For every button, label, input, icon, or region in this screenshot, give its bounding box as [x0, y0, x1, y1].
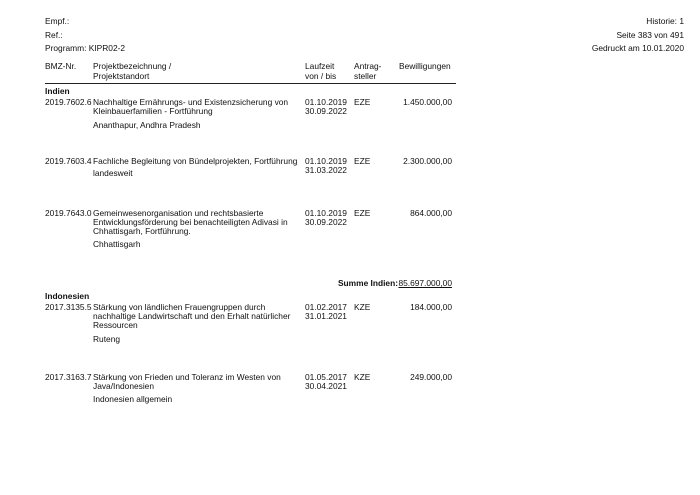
project-end: 31.01.2021: [305, 311, 347, 321]
column-header-applicant-2: steller: [354, 71, 377, 81]
project-title-line: Chhattisgarh, Fortführung.: [93, 226, 191, 236]
print-date: Gedruckt am 10.01.2020: [591, 43, 684, 53]
project-end: 31.03.2022: [305, 165, 347, 175]
project-location: Ruteng: [93, 334, 121, 344]
project-applicant: KZE: [354, 372, 371, 382]
project-end: 30.09.2022: [305, 106, 347, 116]
project-number: 2019.7602.6: [45, 97, 92, 107]
project-start: 01.10.2019: [305, 97, 347, 107]
column-header-project-1: Projektbezeichnung /: [93, 61, 172, 71]
header-rule: [45, 83, 456, 84]
column-header-duration-1: Laufzeit: [305, 61, 335, 71]
project-applicant: EZE: [354, 156, 371, 166]
project-end: 30.09.2022: [305, 217, 347, 227]
project-title-line: Nachhaltige Ernährungs- und Existenzsicherung von: [93, 97, 289, 107]
project-applicant: EZE: [354, 208, 371, 218]
page-number: Seite 383 von 491: [616, 30, 684, 40]
project-title-line: Entwicklungsförderung bei benachteiligten Adivasi in: [93, 217, 288, 227]
project-amount: 184.000,00: [410, 302, 452, 312]
project-location: Ananthapur, Andhra Pradesh: [93, 120, 201, 130]
project-amount: 249.000,00: [410, 372, 452, 382]
project-start: 01.10.2019: [305, 156, 347, 166]
column-header-applicant-1: Antrag-: [354, 61, 382, 71]
column-header-bmz: BMZ-Nr.: [45, 61, 77, 71]
country-total-value: 85.697.000,00: [398, 278, 452, 288]
project-number: 2019.7603.4: [45, 156, 92, 166]
project-title-line: Ressourcen: [93, 320, 138, 330]
project-start: 01.05.2017: [305, 372, 347, 382]
project-title-line: Stärkung von Frieden und Toleranz im Westen von: [93, 372, 281, 382]
program-label: Programm: KIPR02-2: [45, 43, 126, 53]
project-end: 30.04.2021: [305, 381, 347, 391]
project-location: Chhattisgarh: [93, 239, 141, 249]
project-title-line: Stärkung von ländlichen Frauengruppen durch: [93, 302, 266, 312]
project-title-line: Fachliche Begleitung von Bündelprojekten, Fortführung: [93, 156, 298, 166]
country-total-label: Summe Indien:: [337, 278, 398, 288]
project-amount: 1.450.000,00: [403, 97, 452, 107]
country-heading: Indonesien: [45, 291, 90, 301]
project-applicant: KZE: [354, 302, 371, 312]
project-title-line: Gemeinwesenorganisation und rechtsbasierte: [93, 208, 264, 218]
project-applicant: EZE: [354, 97, 371, 107]
project-amount: 2.300.000,00: [403, 156, 452, 166]
project-location: landesweit: [93, 168, 133, 178]
project-title-line: Java/Indonesien: [93, 381, 154, 391]
project-number: 2019.7643.0: [45, 208, 92, 218]
project-amount: 864.000,00: [410, 208, 452, 218]
project-number: 2017.3163.7: [45, 372, 92, 382]
country-heading: Indien: [45, 86, 70, 96]
project-title-line: Kleinbauerfamilien - Fortführung: [93, 106, 213, 116]
history-label: Historie: 1: [646, 16, 684, 26]
column-header-grants: Bewilligungen: [399, 61, 451, 71]
reference-label: Ref.:: [45, 30, 63, 40]
project-start: 01.10.2019: [305, 208, 347, 218]
project-start: 01.02.2017: [305, 302, 347, 312]
project-location: Indonesien allgemein: [93, 394, 173, 404]
project-number: 2017.3135.5: [45, 302, 92, 312]
column-header-duration-2: von / bis: [305, 71, 337, 81]
recipient-label: Empf.:: [45, 16, 70, 26]
project-title-line: nachhaltige Landwirtschaft und den Erhalt natürlicher: [93, 311, 291, 321]
column-header-project-2: Projektstandort: [93, 71, 150, 81]
